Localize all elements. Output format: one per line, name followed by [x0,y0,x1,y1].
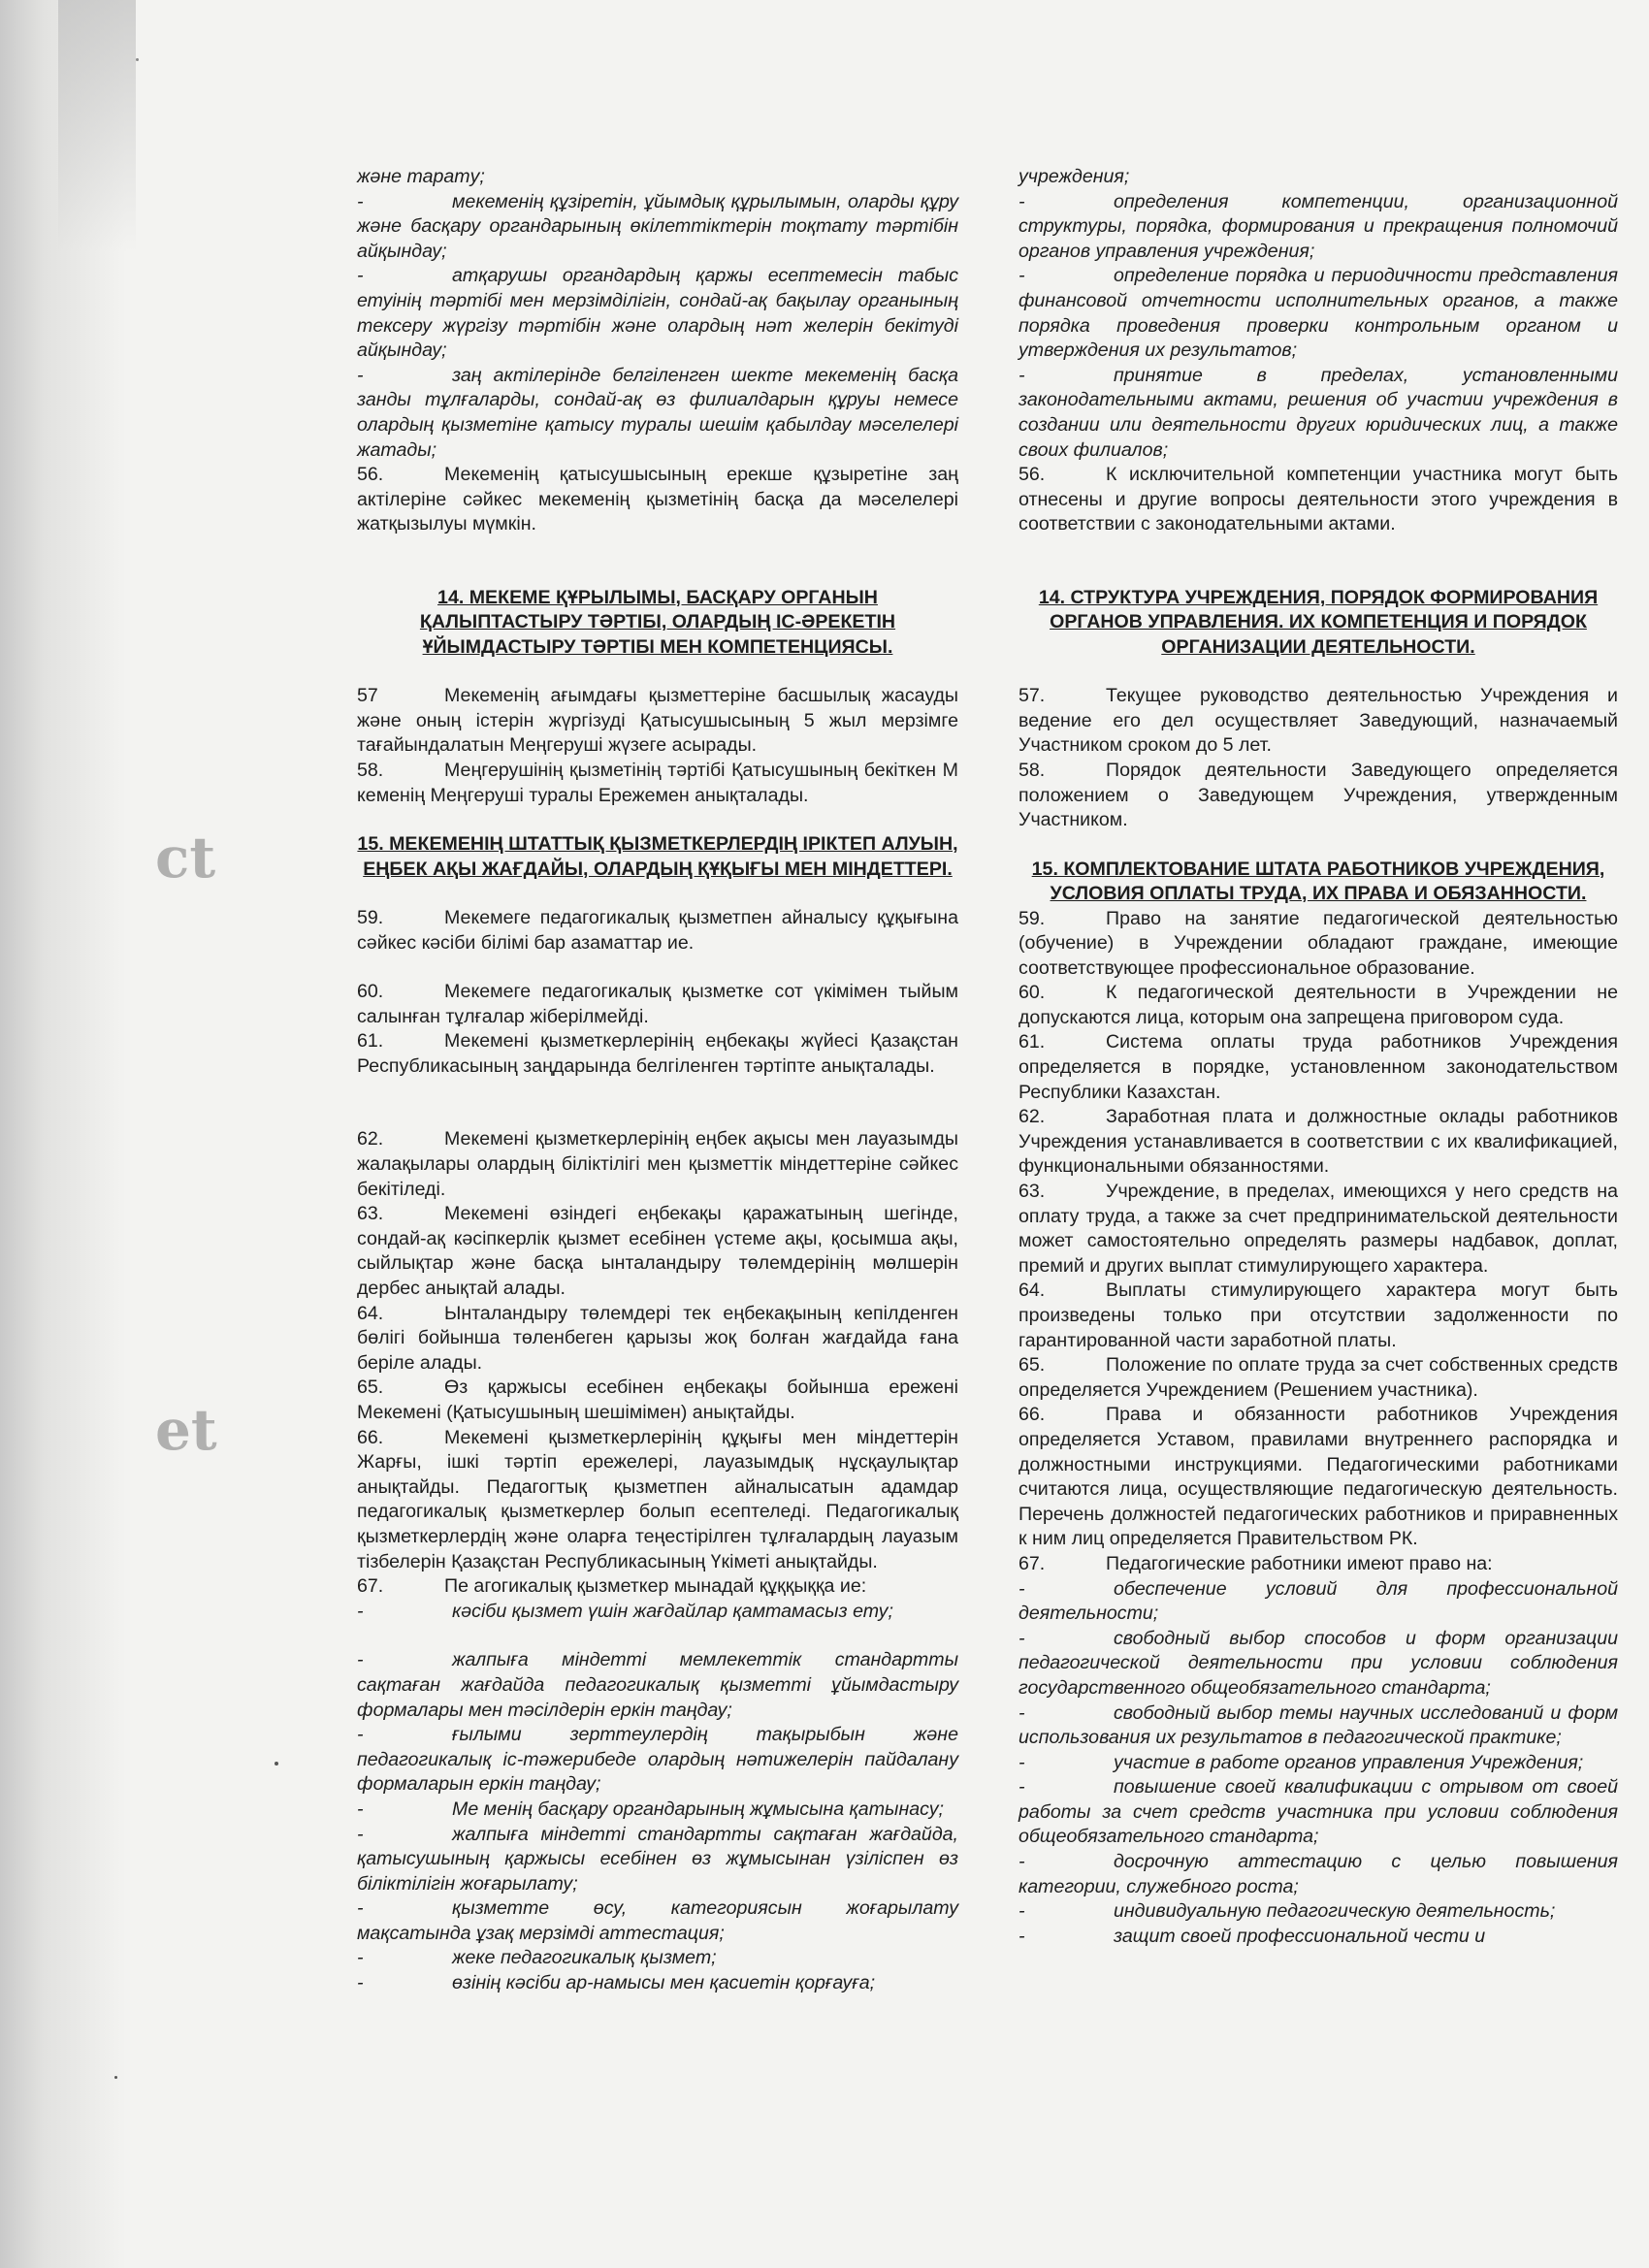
scan-shadow-edge [0,0,126,2268]
paragraph-number: 57 [357,685,378,707]
kazakh-intro-block [357,165,958,537]
paragraph-text: Порядок деятельности Заведующего определяется положением о Заведующем Учреждения, утвержденным Участником. [1018,759,1618,831]
paragraph-text: принятие в пределах, установленными законодательными актами, решения об участии учреждения в создании или деятельности других юридических лиц, а также своих филиалов; [1018,364,1618,461]
russian-list-item [1018,1899,1618,1925]
kazakh-clause [357,463,958,537]
list-dash: - [1018,1900,1025,1923]
list-dash: - [1018,1776,1025,1798]
list-dash: - [357,1649,364,1671]
paragraph-text: Мекемені қызметкерлерінің еңбек ақысы мен лауазымды жалақылары олардың біліктілігі мен қызметтік міндеттеріне сәйкес бекітіледі. [357,1128,958,1200]
paragraph-number: 66. [1018,1404,1046,1426]
paragraph-text: заң актілерінде белгіленген шекте мекеменің басқа занды тұлғаларды, сондай-ақ өз филиалдарын құруы немесе олардың қызметіне қатысу туралы шешім қабылдау мәселелері жатады; [357,364,958,461]
paragraph-text: К педагогической деятельности в Учреждении не допускаются лица, которым она запрещена приговором суда. [1018,982,1618,1028]
kazakh-paragraph [357,1426,958,1575]
paragraph-text: Система оплаты труда работников Учреждения определяется в порядке, установленном законодательством Республики Казахстан. [1018,1031,1618,1103]
paragraph-text: индивидуальную педагогическую деятельность; [1114,1900,1556,1923]
russian-paragraph [1018,1030,1618,1105]
paragraph-text: Мекемеге педагогикалық қызметпен айналысу құқығына сәйкес кәсіби білімі бар азаматтар ие. [357,906,958,954]
russian-section-14 [1018,684,1618,833]
paragraph-text: Положение по оплате труда за счет собственных средств определяется Учреждением (Решением участника). [1018,1354,1618,1401]
paragraph-text: свободный выбор темы научных исследований и форм использования их результатов в педагогической практике; [1018,1701,1618,1749]
paragraph-number: 66. [357,1426,384,1448]
list-dash: - [1018,1627,1025,1649]
paragraph-text: защит своей профессиональной чести и [1114,1925,1486,1947]
paragraph-text: мекеменің құзіретін, ұйымдық құрылымын, оларды құру және басқару органдарының өкілеттіктерін тоқтату тәртібін айқындау; [357,190,958,262]
kazakh-clause [357,190,958,265]
russian-section-15 [1018,907,1618,1577]
list-dash: - [1018,1925,1025,1947]
russian-list-item [1018,1925,1618,1950]
paragraph-text: жалпыға міндетті стандартты сақтаған жағдайда, қатысушының қаржысы есебінен өз жұмысынан үзіліспен өз біліктілігін жоғарылату; [357,1823,958,1895]
kazakh-clause [357,364,958,463]
kazakh-paragraph [357,1029,958,1079]
paragraph-text: Мекеменің қатысушысының ерекше құзыретіне заң актілеріне сәйкес мекеменің қызметінің басқа да мәселелері жатқызылуы мүмкін. [357,464,958,535]
kazakh-paragraph [357,1202,958,1301]
paragraph-text: Выплаты стимулирующего характера могут быть произведены только при отсутствии задолженности по гарантированной части заработной платы. [1018,1280,1618,1351]
paragraph-number: 58. [1018,759,1046,781]
paragraph-text: Мекемеге педагогикалық қызметке сот үкімімен тыйым салынған тұлғалар жіберілмейді. [357,981,958,1027]
paragraph-number: 67. [1018,1552,1046,1574]
russian-paragraph [1018,981,1618,1030]
paragraph-text: жеке педагогикалық қызмет; [452,1947,717,1969]
russian-paragraph [1018,1552,1618,1577]
margin-smudge-upper: ct [155,825,216,891]
list-dash: - [357,1823,364,1845]
kazakh-paragraphs-62-67 [357,1127,958,1599]
paragraph-text: свободный выбор способов и форм организации педагогической деятельности при условии соблюдения государственного общеобязательного стандарта; [1018,1627,1618,1699]
kazakh-heading-14: 14. МЕКЕМЕ ҚҰРЫЛЫМЫ, БАСҚАРУ ОРГАНЫН ҚАЛЫПТАСТЫРУ ТӘРТІБІ, ОЛАРДЫҢ ІС-ӘРЕКЕТІН ҰЙЫМДАСТЫРУ ТӘРТІБІ МЕН КОМПЕТЕНЦИЯСЫ. [419,586,896,658]
paragraph-text: повышение своей квалификации с отрывом от своей работы за счет средств участника при условии соблюдения общеобязательного стандарта; [1018,1776,1618,1848]
russian-heading-14: 14. СТРУКТУРА УЧРЕЖДЕНИЯ, ПОРЯДОК ФОРМИРОВАНИЯ ОРГАНОВ УПРАВЛЕНИЯ. ИХ КОМПЕТЕНЦИЯ И ПОРЯДОК ОРГАНИЗАЦИИ ДЕЯТЕЛЬНОСТИ. [1038,586,1599,658]
kazakh-paragraph [357,1376,958,1425]
kazakh-list-item [357,1946,958,1971]
russian-list-item [1018,1627,1618,1701]
paragraph-text: Права и обязанности работников Учреждения определяется Уставом, правилами внутреннего распорядка и должностными инструкциями. Педагогическими работниками считаются лица, осуществляющие педагогическую деятельность. Перечень должностей педагогических работников и приравненных к ним лиц определяется Правительством РК. [1018,1404,1618,1550]
paragraph-text: Ынталандыру төлемдері тек еңбекақының кепілденген бөлігі бойынша төленбеген қарызы жоқ болған жағдайда ғана беріле алады. [357,1302,958,1374]
paragraph-number: 64. [357,1302,384,1324]
paragraph-text: Заработная плата и должностные оклады работников Учреждения устанавливается в соответствии с их квалификацией, функциональными обязанностями. [1018,1106,1618,1178]
list-dash: - [357,364,364,386]
list-dash: - [357,190,364,212]
russian-clause [1018,463,1618,537]
paragraph-number: 57. [1018,685,1046,707]
paragraph-number: 56. [1018,464,1046,486]
russian-clause [1018,190,1618,265]
speck [275,1762,278,1766]
kazakh-paragraph [357,759,958,808]
paragraph-number: 62. [1018,1106,1046,1128]
russian-clause: учреждения; [1018,166,1130,187]
russian-intro-block [1018,165,1618,537]
kazakh-list-item [357,1798,958,1823]
paragraph-number: 63. [1018,1181,1046,1203]
paragraph-text: досрочную аттестацию с целью повышения категории, служебного роста; [1018,1851,1618,1897]
list-dash: - [1018,1751,1025,1773]
kazakh-list-item [357,1896,958,1946]
russian-paragraph [1018,1279,1618,1353]
russian-list-item [1018,1577,1618,1627]
kazakh-clause [357,264,958,363]
kazakh-heading-15: 15. МЕКЕМЕНІҢ ШТАТТЫҚ ҚЫЗМЕТКЕРЛЕРДІҢ ІРІКТЕП АЛУЫН, ЕҢБЕК АҚЫ ЖАҒДАЙЫ, ОЛАРДЫҢ ҚҰҚЫҒЫ МЕН МІНДЕТТЕРІ. [357,833,958,880]
paragraph-text: Мекемені қызметкерлерінің құқығы мен міндеттерін Жарғы, ішкі тәртіп ережелері, лауазымдық нұсқаулықтар анықтайды. Педагогтық қызметпен айналысатын адамдар педагогикалық қызметкерлер болып есептеледі. Педагогикалық қызметкерлердің және оларға теңестірілген тұлғалардың лауазым тізбелерін Қазақстан Республикасының Үкіметі анықтайды. [357,1426,958,1572]
list-dash: - [357,1600,364,1622]
paragraph-text: Мекемені өзіндегі еңбекақы қаражатының шегінде, сондай-ақ кәсіпкерлік қызмет есебінен үстеме ақы, қосымша ақы, сыйлықтар және басқа ынталандыру төлемдерінің мөлшерін дербес анықтай алады. [357,1203,958,1300]
kazakh-list-item [357,1600,958,1625]
kazakh-paragraph [357,1574,958,1600]
kazakh-paragraph [357,980,958,1029]
paragraph-text: ғылыми зерттеулердің тақырыбын және педагогикалық іс-тәжерибеде олардың нәтижелерін пайдалану формаларын еркін таңдау; [357,1724,958,1796]
list-dash: - [357,1972,364,1994]
paragraph-number: 62. [357,1128,384,1150]
russian-paragraph [1018,1180,1618,1279]
russian-clause [1018,264,1618,363]
kazakh-clause: және таратy; [357,166,485,187]
paragraph-number: 61. [357,1030,384,1053]
russian-paragraph [1018,907,1618,982]
kazakh-paragraphs-60-61 [357,980,958,1079]
paragraph-text: Мекемені қызметкерлерінің еңбекақы жүйесі Қазақстан Республикасының заңдарында белгіленген тәртіпте анықталады. [357,1030,958,1077]
paragraph-text: определения компетенции, организационной структуры, порядка, формирования и прекращения полномочий органов управления учреждения; [1018,190,1618,262]
kazakh-paragraph [357,1127,958,1202]
paragraph-text: атқарушы органдардың қаржы есептемесін табыс етуінің тәртібі мен мерзімділігін, сондай-ақ бақылау органының тексеру жүргізу тәртібін және олардың нәт желерін бекітуді айқындау; [357,265,958,362]
kazakh-column [357,165,958,1996]
list-dash: - [1018,1851,1025,1873]
paragraph-text: қызметте өсу, категориясын жоғарылату мақсатында ұзақ мерзімді аттестация; [357,1897,958,1944]
kazakh-paragraph [357,1302,958,1377]
kazakh-list-item [357,1648,958,1723]
paragraph-text: Педагогические работники имеют право на: [1106,1552,1493,1574]
list-dash: - [1018,364,1025,386]
russian-list-item [1018,1751,1618,1776]
kazakh-paragraph [357,684,958,759]
kazakh-list-item [357,1971,958,1996]
list-dash: - [1018,1577,1025,1600]
paragraph-text: определение порядка и периодичности представления финансовой отчетности исполнительных органов, а также порядка проведения проверки контрольным органом и утверждения их результатов; [1018,265,1618,362]
paragraph-text: обеспечение условий для профессиональной деятельности; [1018,1577,1618,1625]
list-dash: - [357,1897,364,1920]
russian-list-item [1018,1775,1618,1850]
scan-shadow-corner [58,0,136,252]
russian-paragraph [1018,684,1618,759]
russian-heading-15: 15. КОМПЛЕКТОВАНИЕ ШТАТА РАБОТНИКОВ УЧРЕЖДЕНИЯ, УСЛОВИЯ ОПЛАТЫ ТРУДА, ИХ ПРАВА И ОБЯЗАННОСТИ. [1031,858,1605,905]
kazakh-paragraph-59 [357,906,958,956]
paragraph-number: 67. [357,1575,384,1598]
list-dash: - [1018,265,1025,287]
russian-paragraph [1018,1403,1618,1552]
paragraph-text: жалпыға міндетті мемлекеттік стандартты сақтаған жағдайда педагогикалық қызметті ұйымдастыру формалары мен тәсілдерін еркін таңдау; [357,1649,958,1721]
list-dash: - [357,1947,364,1969]
russian-list-item [1018,1850,1618,1899]
russian-paragraph [1018,1105,1618,1180]
paragraph-number: 65. [357,1377,384,1399]
list-dash: - [357,1798,364,1820]
paragraph-number: 63. [357,1203,384,1225]
paragraph-number: 65. [1018,1354,1046,1377]
paragraph-text: кәсіби қызмет үшін жағдайлар қамтамасыз ету; [452,1600,893,1622]
list-dash: - [1018,1701,1025,1724]
paragraph-text: Учреждение, в пределах, имеющихся у него средств на оплату труда, а также за счет предпринимательской деятельности может самостоятельно определять размеры надбавок, доплат, премий и других выплат стимулирующего характера. [1018,1181,1618,1277]
kazakh-list-item [357,1723,958,1798]
paragraph-number: 59. [357,906,384,928]
russian-rights-list [1018,1577,1618,1950]
russian-paragraph [1018,1353,1618,1403]
paragraph-number: 61. [1018,1031,1046,1053]
list-dash: - [1018,190,1025,212]
russian-column [1018,165,1618,1949]
russian-clause [1018,364,1618,463]
list-dash: - [357,1724,364,1746]
paragraph-number: 64. [1018,1280,1046,1302]
paragraph-text: Өз қаржысы есебінен еңбекақы бойынша ережені Мекемені (Қатысушының шешімімен) анықтайды. [357,1377,958,1423]
paragraph-text: участие в работе органов управления Учреждения; [1114,1751,1584,1773]
kazakh-section-14 [357,684,958,808]
paragraph-text: К исключительной компетенции участника могут быть отнесены и другие вопросы деятельности этого учреждения в соответствии с законодательными актами. [1018,464,1618,535]
kazakh-rights-list [357,1648,958,1995]
paragraph-text: Текущее руководство деятельностью Учреждения и ведение его дел осуществляет Заведующий, назначаемый Участником сроком до 5 лет. [1018,685,1618,757]
paragraph-number: 56. [357,464,384,486]
paragraph-text: Ме менің басқару органдарының жұмысына қатынасу; [452,1798,944,1820]
paragraph-number: 58. [357,759,384,781]
paragraph-number: 60. [1018,982,1046,1004]
speck [136,58,139,61]
paragraph-number: 60. [357,981,384,1003]
paragraph-text: өзінің кәсіби ар-намысы мен қасиетін қорғауға; [452,1972,876,1994]
russian-paragraph [1018,759,1618,833]
paragraph-text: Мекеменің ағымдағы қызметтеріне басшылық жасауды және оның істерін жүргізуді Қатысушысының 5 жыл мерзімге тағайындалатын Меңгеруші жүзеге асырады. [357,685,958,757]
kazakh-list-item [357,1823,958,1897]
paragraph-text: Меңгерушінің қызметінің тәртібі Қатысушының бекіткен М кеменің Меңгеруші туралы Ережемен анықталады. [357,759,958,806]
paragraph-text: Право на занятие педагогической деятельностью (обучение) в Учреждении обладают граждане, имеющие соответствующее профессиональное образование. [1018,907,1618,979]
speck [114,2076,117,2079]
margin-smudge-lower: et [155,1397,217,1463]
paragraph-text: Пе агогикалық қызметкер мынадай құққыққа ие: [444,1575,867,1598]
paragraph-number: 59. [1018,907,1046,929]
list-dash: - [357,265,364,287]
russian-list-item [1018,1701,1618,1751]
